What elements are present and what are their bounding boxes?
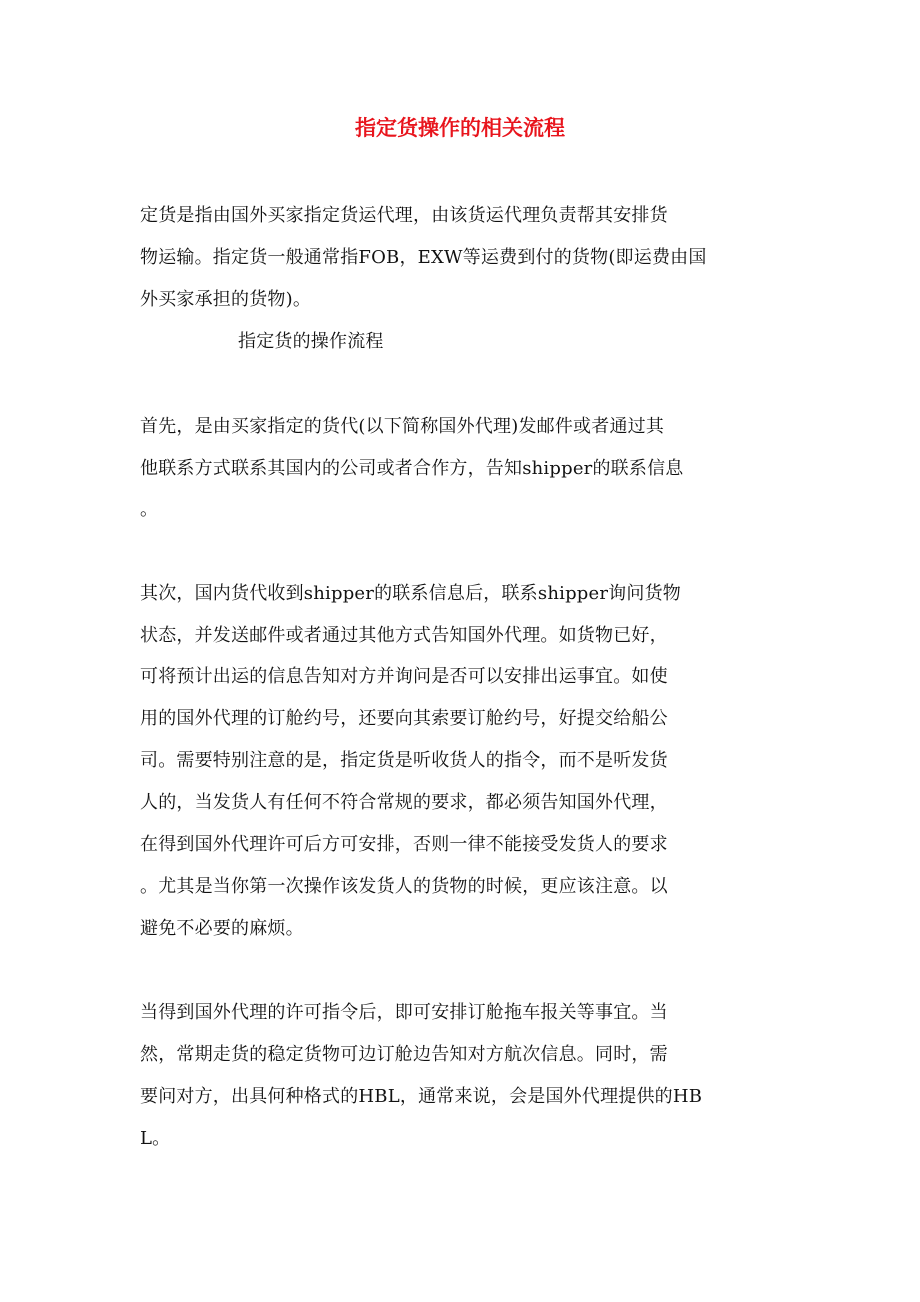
paragraph-line: 然，常期走货的稳定货物可边订舱边告知对方航次信息。同时，需 bbox=[140, 1044, 668, 1065]
paragraph-line: 司。需要特别注意的是，指定货是听收货人的指令，而不是听发货 bbox=[140, 750, 668, 771]
intro-line: 定货是指由国外买家指定货运代理，由该货运代理负责帮其安排货 bbox=[140, 205, 668, 226]
paragraph-line: 。尤其是当你第一次操作该发货人的货物的时候，更应该注意。以 bbox=[140, 876, 668, 897]
paragraph-line: 人的，当发货人有任何不符合常规的要求，都必须告知国外代理， bbox=[140, 792, 668, 813]
paragraph-line: 状态，并发送邮件或者通过其他方式告知国外代理。如货物已好， bbox=[140, 625, 668, 646]
document-title: 指定货操作的相关流程 bbox=[355, 116, 565, 140]
paragraph-line: 用的国外代理的订舱约号，还要向其索要订舱约号，好提交给船公 bbox=[140, 708, 668, 729]
paragraph-line: 首先，是由买家指定的货代(以下简称国外代理)发邮件或者通过其 bbox=[140, 416, 665, 437]
paragraph-line: 。 bbox=[140, 499, 159, 520]
paragraph-line: 可将预计出运的信息告知对方并询问是否可以安排出运事宜。如使 bbox=[140, 666, 668, 687]
paragraph-line: 在得到国外代理许可后方可安排，否则一律不能接受发货人的要求 bbox=[140, 834, 668, 855]
paragraph-line: 避免不必要的麻烦。 bbox=[140, 918, 304, 939]
intro-line: 物运输。指定货一般通常指FOB，EXW等运费到付的货物(即运费由国 bbox=[140, 247, 707, 268]
paragraph-line: 他联系方式联系其国内的公司或者合作方，告知shipper的联系信息 bbox=[140, 458, 684, 479]
intro-line: 外买家承担的货物)。 bbox=[140, 289, 312, 310]
paragraph-line: 其次，国内货代收到shipper的联系信息后，联系shipper询问货物 bbox=[140, 583, 681, 604]
section-subtitle: 指定货的操作流程 bbox=[238, 331, 384, 352]
paragraph-line: 当得到国外代理的许可指令后，即可安排订舱拖车报关等事宜。当 bbox=[140, 1002, 668, 1023]
paragraph-line: 要问对方，出具何种格式的HBL，通常来说，会是国外代理提供的HB bbox=[140, 1086, 703, 1107]
paragraph-line: L。 bbox=[140, 1128, 171, 1149]
